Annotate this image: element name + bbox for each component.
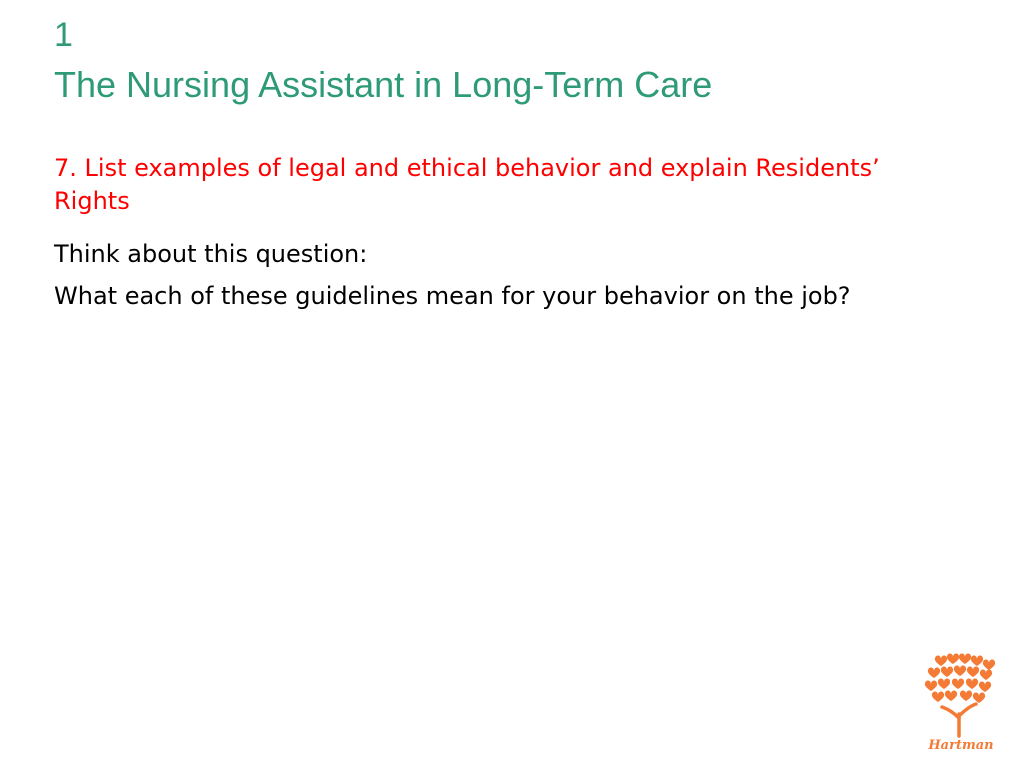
hartman-logo	[920, 652, 1002, 758]
slide-body	[54, 238, 964, 322]
body-line-question: What each of these guidelines mean for your behavior on the job?	[54, 282, 851, 310]
logo-text: Hartman	[928, 738, 994, 753]
body-line-prompt: Think about this question:	[54, 240, 368, 268]
heart-tree-icon	[920, 652, 1002, 738]
chapter-number: 1	[54, 16, 73, 54]
learning-objective: 7. List examples of legal and ethical behavior and explain Residents’ Rights	[54, 154, 880, 215]
chapter-title: The Nursing Assistant in Long-Term Care	[54, 64, 713, 105]
